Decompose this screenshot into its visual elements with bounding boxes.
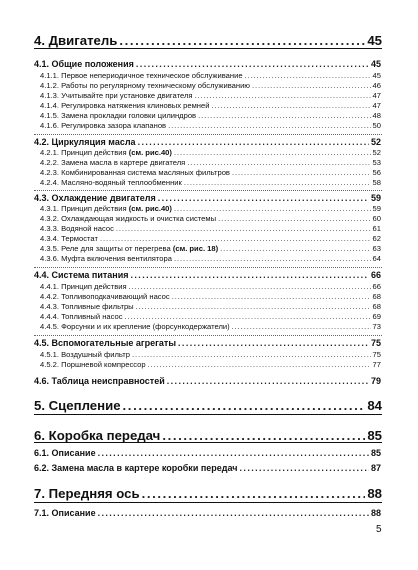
leader-dots — [232, 168, 371, 177]
leader-dots — [142, 486, 366, 501]
leader-dots — [162, 428, 365, 443]
leader-dots — [167, 376, 369, 386]
toc-entry-title: 4.5.2. Поршневой компрессор — [40, 360, 146, 369]
toc-entry-sec[interactable] — [34, 463, 381, 473]
toc-entry-title: 4.1.3. Учитывайте при установке двигателя — [40, 91, 193, 100]
toc-entry-title: 4.6. Таблица неисправностей — [34, 376, 165, 386]
toc-entry-title: 4.1.1. Первое непериодичное техническое обслуживание — [40, 71, 243, 80]
toc-entry-sub[interactable] — [40, 234, 381, 243]
leader-dots — [123, 398, 366, 413]
toc-entry-title: 6. Коробка передач — [34, 428, 161, 443]
toc-entry-page: 48 — [372, 111, 381, 120]
toc-entry-page: 59 — [370, 193, 381, 203]
toc-entry-title: 4.3.3. Водяной насос — [40, 224, 114, 233]
toc-entry-page: 73 — [372, 322, 381, 331]
toc-entry-chap[interactable] — [34, 398, 382, 413]
toc-entry-sub[interactable] — [40, 254, 381, 263]
toc-entry-title: 4.3.5. Реле для защиты от перегрева (см. рис. 18) — [40, 244, 219, 253]
toc-entry-sec[interactable] — [34, 376, 381, 386]
toc-entry-sub[interactable] — [40, 121, 381, 130]
toc-entry-sub[interactable] — [40, 350, 381, 359]
toc-entry-title: 4.4. Система питания — [34, 270, 129, 280]
toc-entry-sub[interactable] — [40, 81, 381, 90]
leader-dots — [138, 137, 369, 147]
leader-dots — [194, 91, 370, 100]
toc-entry-title: 4.5.1. Воздушный фильтр — [40, 350, 130, 359]
toc-entry-title: 4.2.4. Масляно-водяный теплообменник — [40, 178, 182, 187]
toc-entry-page: 85 — [367, 428, 382, 443]
section-separator — [34, 335, 382, 336]
toc-entry-page: 75 — [370, 338, 381, 348]
section-separator — [34, 267, 382, 268]
leader-dots — [218, 214, 370, 223]
toc-entry-page: 46 — [372, 81, 381, 90]
leader-dots — [136, 302, 371, 311]
toc-entry-sub[interactable] — [40, 168, 381, 177]
toc-entry-page: 69 — [372, 312, 381, 321]
leader-dots — [240, 463, 369, 473]
toc-entry-page: 52 — [370, 137, 381, 147]
toc-entry-sub[interactable] — [40, 178, 381, 187]
toc-entry-page: 79 — [370, 376, 381, 386]
leader-dots — [198, 111, 370, 120]
toc-entry-title: 4.5. Вспомогательные агрегаты — [34, 338, 177, 348]
toc-entry-page: 50 — [372, 121, 381, 130]
toc-entry-sec[interactable] — [34, 193, 381, 203]
toc-entry-page: 75 — [372, 350, 381, 359]
toc-entry-sub[interactable] — [40, 101, 381, 110]
toc-entry-page: 64 — [372, 254, 381, 263]
figure-reference: (см. рис. 18) — [172, 244, 219, 253]
section-rule — [34, 442, 382, 443]
toc-entry-title: 4.2.1. Принцип действия (см. рис.40) — [40, 148, 172, 157]
toc-entry-sec[interactable] — [34, 448, 381, 458]
toc-entry-page: 87 — [370, 463, 381, 473]
toc-entry-title: 4.1.5. Замена прокладки головки цилиндров — [40, 111, 197, 120]
toc-entry-page: 47 — [372, 101, 381, 110]
toc-entry-sub[interactable] — [40, 204, 381, 213]
leader-dots — [232, 322, 371, 331]
toc-entry-sub[interactable] — [40, 158, 381, 167]
leader-dots — [129, 282, 371, 291]
section-rule — [34, 502, 382, 503]
toc-entry-page: 56 — [372, 168, 381, 177]
toc-entry-sub[interactable] — [40, 292, 381, 301]
leader-dots — [100, 234, 371, 243]
leader-dots — [132, 350, 371, 359]
leader-dots — [131, 270, 369, 280]
toc-entry-sub[interactable] — [40, 224, 381, 233]
section-rule — [34, 48, 382, 49]
toc-entry-sub[interactable] — [40, 360, 381, 369]
toc-entry-page: 68 — [372, 292, 381, 301]
toc-entry-title: 7. Передняя ось — [34, 486, 140, 501]
section-separator — [34, 134, 382, 135]
toc-entry-page: 58 — [372, 178, 381, 187]
leader-dots — [252, 81, 371, 90]
toc-entry-page: 59 — [372, 204, 381, 213]
toc-entry-sub[interactable] — [40, 214, 381, 223]
leader-dots — [174, 204, 371, 213]
toc-entry-page: 45 — [370, 59, 381, 69]
toc-entry-sub[interactable] — [40, 244, 381, 253]
toc-entry-page: 68 — [372, 302, 381, 311]
toc-entry-title: 4.1.4. Регулировка натяжения клиновых ремней — [40, 101, 210, 110]
toc-entry-title: 4.3.1. Принцип действия (см. рис.40) — [40, 204, 172, 213]
toc-entry-chap[interactable] — [34, 486, 382, 501]
toc-entry-page: 66 — [372, 282, 381, 291]
toc-entry-title: 7.1. Описание — [34, 508, 96, 518]
leader-dots — [98, 448, 369, 458]
leader-dots — [136, 59, 369, 69]
toc-entry-title: 4.1.2. Работы по регулярному техническому обслуживанию — [40, 81, 251, 90]
toc-entry-title: 4.4.1. Принцип действия — [40, 282, 127, 291]
toc-entry-page: 52 — [372, 148, 381, 157]
toc-entry-page: 88 — [370, 508, 381, 518]
leader-dots — [148, 360, 371, 369]
figure-reference: (см. рис.40) — [128, 148, 172, 157]
leader-dots — [116, 224, 371, 233]
toc-entry-title: 4.1. Общие положения — [34, 59, 134, 69]
leader-dots — [168, 121, 370, 130]
toc-entry-page: 61 — [372, 224, 381, 233]
toc-entry-title: 4.3.2. Охлаждающая жидкость и очистка системы — [40, 214, 217, 223]
toc-entry-page: 66 — [370, 270, 381, 280]
toc-entry-sub[interactable] — [40, 148, 381, 157]
toc-entry-title: 4.3.4. Термостат — [40, 234, 98, 243]
leader-dots — [245, 71, 371, 80]
toc-entry-page: 85 — [370, 448, 381, 458]
toc-entry-page: 60 — [372, 214, 381, 223]
section-separator — [34, 190, 382, 191]
leader-dots — [119, 33, 365, 48]
leader-dots — [174, 148, 371, 157]
leader-dots — [158, 193, 369, 203]
toc-entry-page: 84 — [367, 398, 382, 413]
toc-entry-sec[interactable] — [34, 338, 381, 348]
toc-entry-sec[interactable] — [34, 137, 381, 147]
leader-dots — [172, 292, 371, 301]
toc-entry-sub[interactable] — [40, 322, 381, 331]
toc-entry-sub[interactable] — [40, 312, 381, 321]
toc-entry-page: 88 — [367, 486, 382, 501]
toc-entry-title: 4.2.2. Замена масла в картере двигателя — [40, 158, 186, 167]
leader-dots — [98, 508, 369, 518]
figure-reference: (см. рис.40) — [128, 204, 172, 213]
toc-entry-title: 6.1. Описание — [34, 448, 96, 458]
toc-entry-title: 4.1.6. Регулировка зазора клапанов — [40, 121, 167, 130]
toc-entry-chap[interactable] — [34, 428, 382, 443]
toc-entry-chap[interactable] — [34, 33, 382, 48]
toc-entry-sec[interactable] — [34, 59, 381, 69]
toc-entry-page: 77 — [372, 360, 381, 369]
leader-dots — [125, 312, 371, 321]
leader-dots — [174, 254, 371, 263]
toc-entry-title: 4.4.5. Форсунки и их крепление (форсункодержатели) — [40, 322, 230, 331]
toc-entry-title: 4.4.4. Топливный насос — [40, 312, 123, 321]
leader-dots — [184, 178, 371, 187]
toc-entry-sub[interactable] — [40, 302, 381, 311]
toc-entry-title: 5. Сцепление — [34, 398, 121, 413]
section-rule — [34, 414, 382, 415]
leader-dots — [187, 158, 370, 167]
toc-entry-page: 47 — [372, 91, 381, 100]
leader-dots — [220, 244, 370, 253]
toc-entry-page: 62 — [372, 234, 381, 243]
toc-entry-sec[interactable] — [34, 270, 381, 280]
toc-entry-title: 4.2. Циркуляция масла — [34, 137, 136, 147]
toc-entry-title: 4.3. Охлаждение двигателя — [34, 193, 156, 203]
toc-entry-page: 63 — [372, 244, 381, 253]
toc-entry-page: 53 — [372, 158, 381, 167]
toc-entry-title: 4.4.3. Топливные фильтры — [40, 302, 134, 311]
toc-entry-sub[interactable] — [40, 91, 381, 100]
toc-entry-title: 4.4.2. Топливоподкачивающий насос — [40, 292, 170, 301]
toc-entry-title: 4.3.6. Муфта включения вентилятора — [40, 254, 172, 263]
toc-entry-sec[interactable] — [34, 508, 381, 518]
leader-dots — [211, 101, 370, 110]
toc-entry-sub[interactable] — [40, 71, 381, 80]
toc-entry-sub[interactable] — [40, 282, 381, 291]
toc-entry-page: 45 — [367, 33, 382, 48]
toc-entry-title: 4.2.3. Комбинированная система масляных фильтров — [40, 168, 230, 177]
toc-entry-title: 6.2. Замена масла в картере коробки передач — [34, 463, 238, 473]
toc-entry-sub[interactable] — [40, 111, 381, 120]
page-number: 5 — [376, 524, 382, 535]
leader-dots — [178, 338, 369, 348]
toc-entry-page: 45 — [372, 71, 381, 80]
toc-entry-title: 4. Двигатель — [34, 33, 118, 48]
